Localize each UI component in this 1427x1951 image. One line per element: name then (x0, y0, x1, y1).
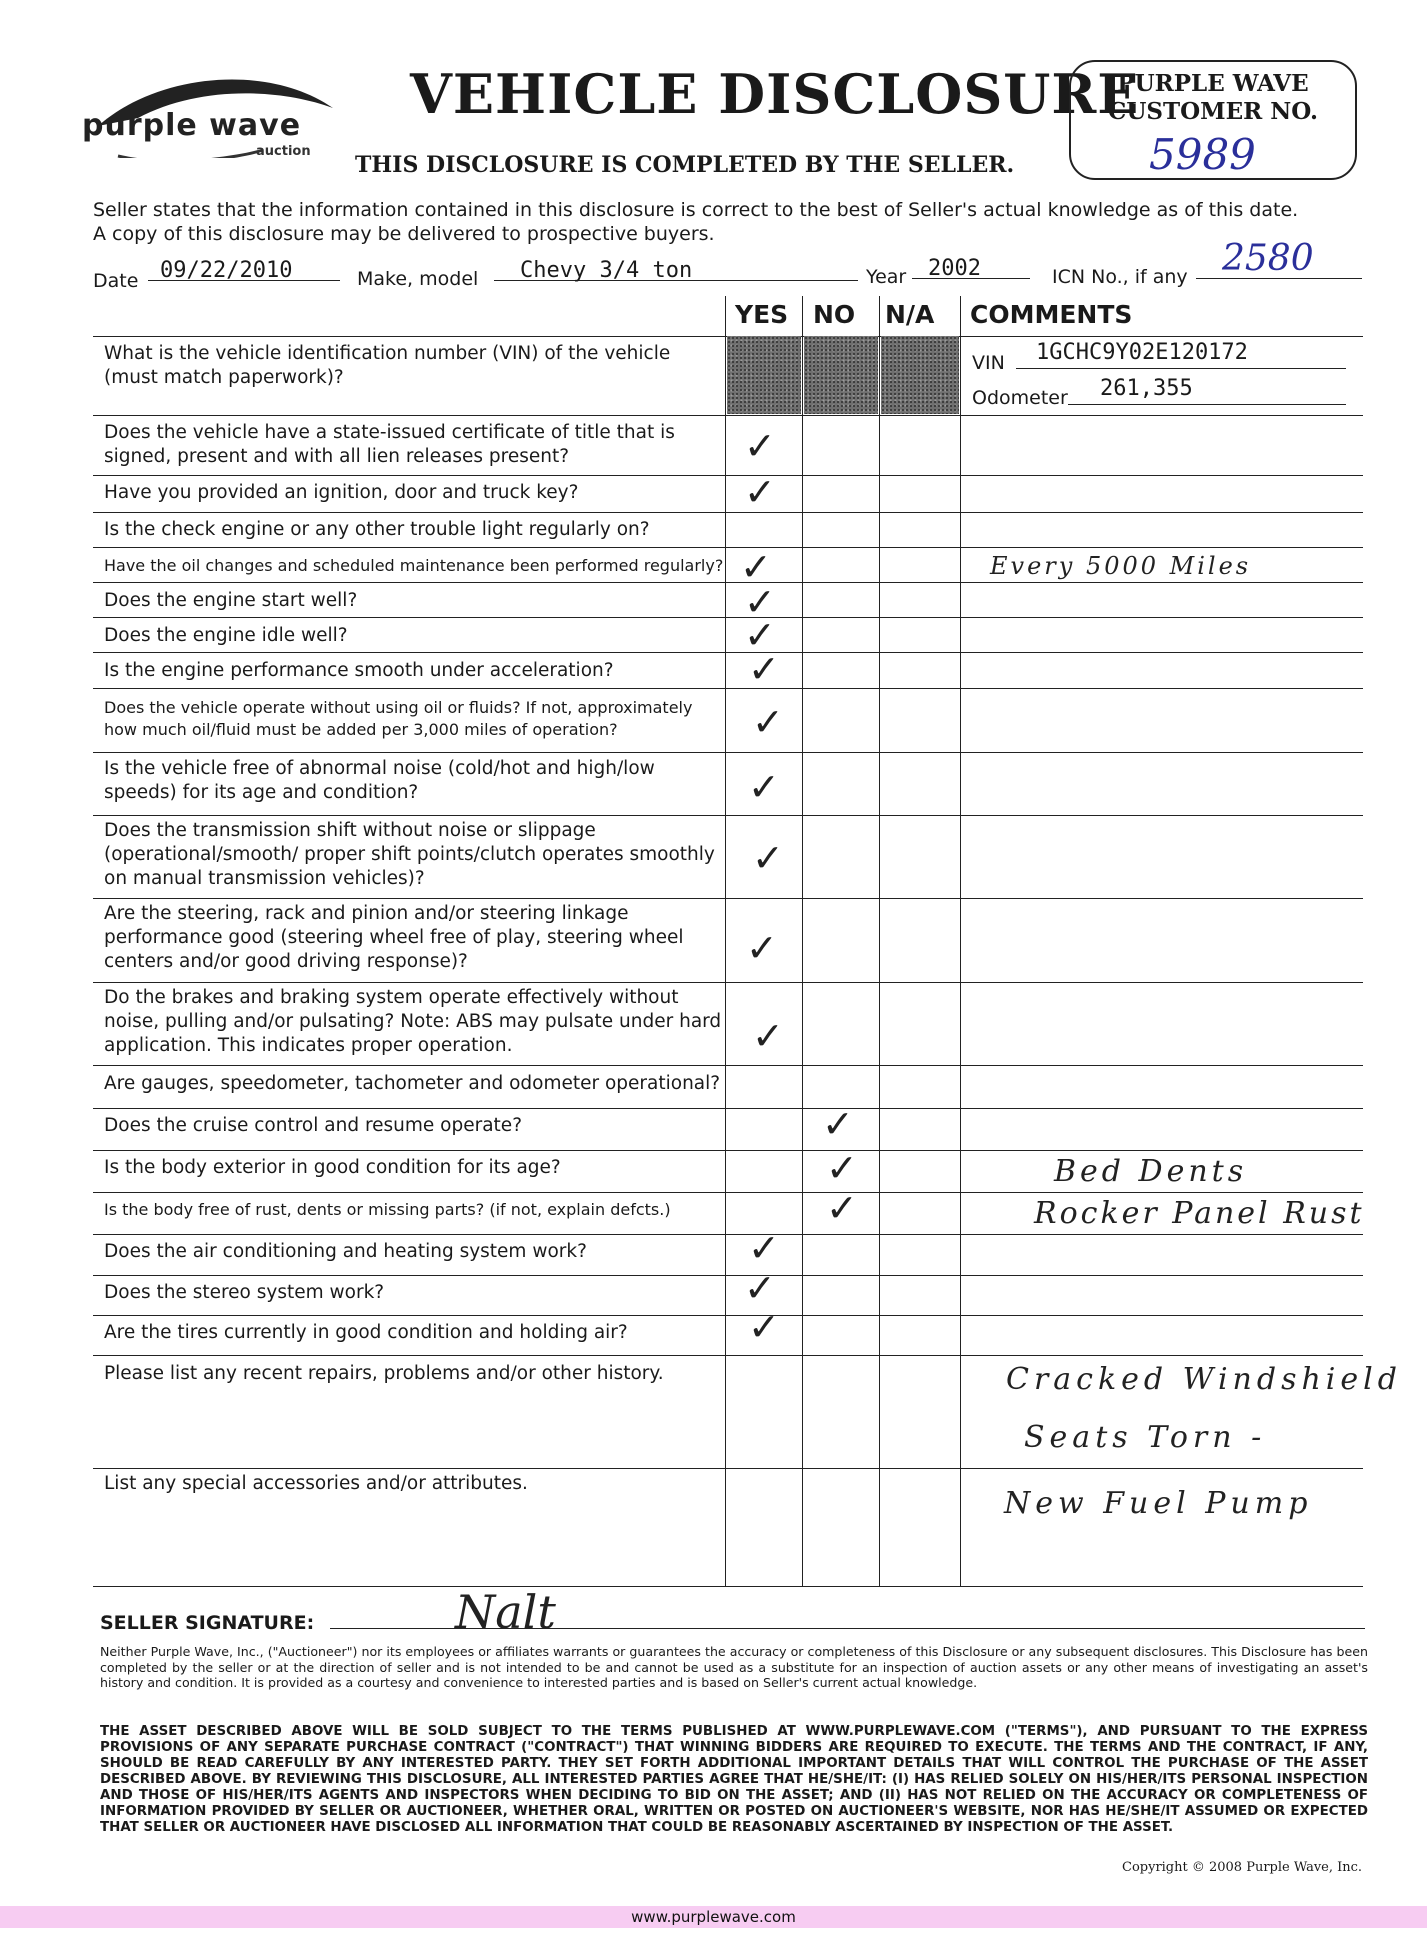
row-divider (93, 1150, 1363, 1151)
check-no-cruise-control[interactable]: ✓ (822, 1102, 854, 1146)
row-divider (93, 415, 1363, 416)
check-no-body-exterior[interactable]: ✓ (826, 1146, 858, 1190)
vin-label: VIN (972, 352, 1005, 374)
row-divider (93, 547, 1363, 548)
check-yes-title[interactable]: ✓ (744, 424, 776, 468)
comment-body-2: Rocker Panel Rust (1034, 1196, 1365, 1231)
vin-yes-shaded (727, 336, 801, 414)
question-vin: What is the vehicle identification number (VIN) of the vehicle (must match paperwork)? (104, 343, 671, 388)
row-divider (93, 617, 1363, 618)
question-stereo: Does the stereo system work? (104, 1282, 385, 1303)
row-divider (93, 1586, 1363, 1587)
logo-wordmark: purple wave (82, 108, 302, 143)
purple-wave-logo (78, 68, 348, 158)
year-label: Year (866, 266, 907, 288)
row-divider (93, 475, 1363, 476)
customer-box-line1: PURPLE WAVE (1117, 70, 1309, 97)
col-header-comments: COMMENTS (970, 300, 1133, 329)
customer-box-line2: CUSTOMER NO. (1108, 98, 1318, 125)
row-divider (93, 1192, 1363, 1193)
question-repairs: Please list any recent repairs, problems and/or other history. (104, 1363, 664, 1384)
check-yes-stereo[interactable]: ✓ (744, 1266, 776, 1310)
question-cruise-control: Does the cruise control and resume operate? (104, 1115, 523, 1136)
check-yes-transmission[interactable]: ✓ (752, 836, 784, 880)
question-abnormal-noise: Is the vehicle free of abnormal noise (cold/hot and high/low speeds) for its age and condition? (104, 758, 655, 803)
check-yes-air-conditioning[interactable]: ✓ (748, 1226, 780, 1270)
row-divider (93, 815, 1363, 816)
row-divider (93, 752, 1363, 753)
logo-subtext: auction (256, 144, 311, 159)
vin-value: 1GCHC9Y02E120172 (1036, 340, 1248, 365)
comment-repairs-2: Seats Torn - (1024, 1420, 1267, 1455)
question-title: Does the vehicle have a state-issued certificate of title that is signed, present and with all lien releases present? (104, 422, 675, 467)
comment-oil: Every 5000 Miles (990, 552, 1252, 580)
check-yes-engine-idle[interactable]: ✓ (744, 613, 776, 657)
check-yes-keys[interactable]: ✓ (744, 470, 776, 514)
comment-body-1: Bed Dents (1054, 1154, 1248, 1189)
question-tires: Are the tires currently in good condition and holding air? (104, 1322, 628, 1343)
copyright: Copyright © 2008 Purple Wave, Inc. (1122, 1860, 1363, 1875)
question-engine-performance: Is the engine performance smooth under acceleration? (104, 660, 614, 681)
make-value: Chevy 3/4 ton (520, 258, 693, 283)
check-yes-oil-fluids[interactable]: ✓ (752, 700, 784, 744)
row-divider (93, 688, 1363, 689)
icn-value: 2580 (1222, 238, 1314, 279)
check-yes-abnormal-noise[interactable]: ✓ (748, 765, 780, 809)
footer-url[interactable]: www.purplewave.com (0, 1906, 1427, 1928)
col-divider (960, 296, 961, 1586)
intro-line-1: Seller states that the information contained in this disclosure is correct to the best of Seller's actual knowledge as of this date. (93, 199, 1299, 221)
question-engine-idle: Does the engine idle well? (104, 625, 348, 646)
check-yes-tires[interactable]: ✓ (748, 1305, 780, 1349)
odometer-label: Odometer (972, 387, 1068, 409)
odometer-value: 261,355 (1100, 376, 1193, 401)
row-divider (93, 1315, 1363, 1316)
question-check-engine: Is the check engine or any other trouble light regularly on? (104, 519, 650, 540)
col-divider (879, 296, 880, 1586)
question-gauges: Are gauges, speedometer, tachometer and odometer operational? (104, 1073, 721, 1094)
question-steering: Are the steering, rack and pinion and/or steering linkage performance good (steering wheel free of play, steering wheel centers and/or good driving response)? (104, 903, 684, 972)
seller-signature: Nalt (455, 1585, 556, 1639)
page-title: VEHICLE DISCLOSURE (410, 62, 1140, 126)
row-divider (93, 1275, 1363, 1276)
row-divider (93, 512, 1363, 513)
check-no-body-rust[interactable]: ✓ (826, 1186, 858, 1230)
question-engine-start: Does the engine start well? (104, 590, 358, 611)
check-yes-oil-changes[interactable]: ✓ (740, 545, 772, 589)
question-air-conditioning: Does the air conditioning and heating system work? (104, 1241, 587, 1262)
customer-number: 5989 (1149, 130, 1256, 179)
col-header-na: N/A (885, 300, 935, 329)
intro-statement (93, 198, 1373, 246)
check-yes-engine-start[interactable]: ✓ (744, 580, 776, 624)
col-header-no: NO (813, 300, 856, 329)
col-divider (725, 296, 726, 1586)
question-body-rust: Is the body free of rust, dents or missing parts? (if not, explain defcts.) (104, 1200, 671, 1219)
row-divider (93, 1234, 1363, 1235)
col-divider (802, 296, 803, 1586)
seller-signature-label: SELLER SIGNATURE: (100, 1612, 315, 1634)
row-divider (93, 1355, 1363, 1356)
question-transmission: Does the transmission shift without noise or slippage (operational/smooth/ proper shift points/clutch operates smoothly on manual transmission vehicles)? (104, 820, 715, 889)
question-keys: Have you provided an ignition, door and truck key? (104, 482, 579, 503)
question-body-exterior: Is the body exterior in good condition for its age? (104, 1157, 561, 1178)
disclaimer-text: Neither Purple Wave, Inc., ("Auctioneer") nor its employees or affiliates warrants or guarantees the accuracy or completeness of this Disclosure or any subsequent disclosures. This Disclosure has been completed by the seller or at the direction of seller and is not intended to be and cannot be used as a substitute for an inspection of auction assets or any other means of investigating an asset's history and condition. It is provided as a courtesy and convenience to interested parties and is based on Seller's current actual knowledge. (100, 1644, 1368, 1690)
row-divider (93, 982, 1363, 983)
year-value: 2002 (928, 256, 981, 281)
icn-label: ICN No., if any (1052, 266, 1188, 288)
question-accessories: List any special accessories and/or attributes. (104, 1473, 528, 1494)
row-divider (93, 582, 1363, 583)
row-divider (93, 898, 1363, 899)
vin-no-shaded (804, 336, 878, 414)
page-subtitle: THIS DISCLOSURE IS COMPLETED BY THE SELLER. (355, 152, 1015, 178)
row-divider (93, 1468, 1363, 1469)
question-oil-changes: Have the oil changes and scheduled maintenance been performed regularly? (104, 556, 724, 575)
date-label: Date (93, 270, 139, 292)
question-brakes: Do the brakes and braking system operate effectively without noise, pulling and/or pulsating? Note: ABS may pulsate under hard application. This indicates proper operation. (104, 987, 722, 1056)
check-yes-engine-performance[interactable]: ✓ (748, 647, 780, 691)
question-oil-fluids: Does the vehicle operate without using oil or fluids? If not, approximately how much oil/fluid must be added per 3,000 miles of operation? (104, 698, 693, 739)
check-yes-steering[interactable]: ✓ (746, 926, 778, 970)
date-value: 09/22/2010 (160, 258, 293, 283)
check-yes-brakes[interactable]: ✓ (752, 1014, 784, 1058)
intro-line-2: A copy of this disclosure may be delivered to prospective buyers. (93, 223, 715, 245)
vin-na-shaded (881, 336, 959, 414)
customer-number-box (1069, 60, 1357, 180)
row-divider (93, 652, 1363, 653)
row-divider (93, 1108, 1363, 1109)
terms-text: THE ASSET DESCRIBED ABOVE WILL BE SOLD SUBJECT TO THE TERMS PUBLISHED AT WWW.PURPLEWAVE.COM ("TERMS"), AND PURSUANT TO THE EXPRESS PROVISIONS OF ANY SEPARATE PURCHASE CONTRACT ("CONTRACT") THAT WINNING BIDDERS ARE REQUIRED TO EXECUTE. THE TERMS AND THE CONTRACT, IF ANY, SHOULD BE READ CAREFULLY BY ANY INTERESTED PARTY. THEY SET FORTH ADDITIONAL IMPORTANT DETAILS THAT WILL CONTROL THE PURCHASE OF THE ASSET DESCRIBED ABOVE. BY REVIEWING THIS DISCLOSURE, ALL INTERESTED PARTIES AGREE THAT HE/SHE/IT: (I) HAS RELIED SOLELY ON HIS/HER/ITS PERSONAL INSPECTION AND THOSE OF HIS/HER/ITS AGENTS AND INSPECTORS WHEN DECIDING TO BID ON THE ASSET; AND (II) HAS NOT RELIED ON THE ACCURACY OR COMPLETENESS OF INFORMATION PROVIDED BY SELLER OR AUCTIONEER, WHETHER ORAL, WRITTEN OR POSTED ON AUCTIONEER'S WEBSITE, NOR HAS HE/SHE/IT ASSUMED OR EXPECTED THAT SELLER OR AUCTIONEER HAVE DISCLOSED ALL INFORMATION THAT COULD BE REASONABLY ASCERTAINED BY INSPECTION OF THE ASSET. (100, 1724, 1368, 1835)
row-divider (93, 1065, 1363, 1066)
comment-accessories: New Fuel Pump (1004, 1486, 1313, 1521)
col-header-yes: YES (735, 300, 789, 329)
make-label: Make, model (357, 268, 479, 290)
comment-repairs-1: Cracked Windshield (1006, 1362, 1402, 1397)
